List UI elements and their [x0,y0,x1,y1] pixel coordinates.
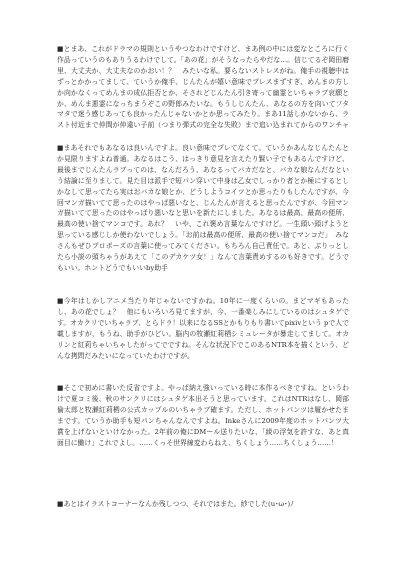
paragraph-reflection: ■そこで初めに書いた反省ですよ。やっぱ納え強いっている時に本作るべきですね。というわけで夏コミ後、秋のサンクリにはシュタゲ本出そうと思っています。これはNTRはなし、岡部倫太郎と牧瀬紅莉栖の公式カップルのいちゃラブ確ます。ただし、ホットパンツは履かせたままです。ていうか助手も短パンちゃんなんですよね。Inkeさんに2009年度のホットパンツ大賞を上げないといけなかった。2年前の俺にDMール送りたいな、「綾の浮気を許すな、あと真面目に働け」これでよし。……くっそ世界線変わらねえ、ちくしょう……ちくしょう……！ [57,384,349,447]
paragraph-drama-rules: ■とまあ、これがドラマの規則というやつなわけですけど、まあ例の中には変なところに行く作品っていうのもありうるわけでして。「あの花」がそうなったらやだな…。信じてるぞ岡田磨里、大丈夫か、大丈夫なのかおい！？ みたいな私。要らないストレスがね。俺手の視聴中はずっとかかってまして、ていうか俺手、じんたんが嬉い意味でプレスまずすぎ、めんまの方しか向かなくってめんまの成仏拒否とか、そされどじんたん引き寄って幽霊といちゃラブ哀願とか、めんま悪霊になっちまうぞこの野郎みたいな。もうしじんたん、あなるの方を向いてフタマタで迷う感じあっても良かったんじゃないかとか思ってみたり。まあ11話しかないから、ラスト付近まで仲間が仲違い子前（つまり弾式の完全な失敗）まで追い込まれてからのワンチャ [57,45,349,130]
paragraph-closing: ■あとはイラストコーナーなんか残しつつ、それではまた。紗でした(u･ω･)ﾉ [57,500,294,508]
paragraph-anime-year: ■今年はしかしアニメ当たり年じゃないですかね。10年に一度くらいの。まどマギもあったし、あの花でしょ？ 他にもいろいろ見てますが、今、一番楽しみにしているのはシュタゲです。オカクリでいちゃラブ、とらドラ！以来になるSSとかもりもり書いてpixivという pで人で載しますが、もうね、助手がひどい。脳内の牧瀬紅莉栖シミュレータが暴走してまして。オカリンと紅莉ちゃいちゃしたがってでですね。そんな状況下でこのあるNTR本を描くという、どんな拷問だみたいになっていたわけですが。 [57,297,349,360]
paragraph-anaru: ■まあそれでもあなるは良いんですよ。良い意味でプレてなくて。ていうかあんなじんたんとか見限りますよね普通。あなるはこう、はっきり意見を言えたり賢い子でもあるんですけど、最後までじんたんラブってのは、なんだろう、あなるってバカだなと、バカな娘なんだなという結論に至りまして。見た目は派手で短パン穿いて中身は乙女でしっかり者とか極にするとしかなして思ってたら実はおバカな娘とか、どうしようコイツとか思ったりもしたんですが、今回マンガ描いてて思ったのはやっぱ悪いなと、じんたんが言えると思ったんですが、今回マンガ描いてて思ったのはやっぱり悪いなと思いを新たにしました。あなるは最高、最高の便所、最高の使い捨てマンコです。あれ？ いや、これ褒め言葉なんですけど。一生頭い頭げようと思っている感じしか使わないでしょう。「お前は最高の便所、最高の使い捨てマンコだ」 みなさんもぜひプロポーズの言葉に使ってみてください。もちろん自己責任で。あと、ぶりっとしたら小説の頭ちゃうがあえて「このデカケツ女！」なんて言葉責めするのも好きです。どうでもいい。ホントどうでもいいby助手 [57,144,349,272]
